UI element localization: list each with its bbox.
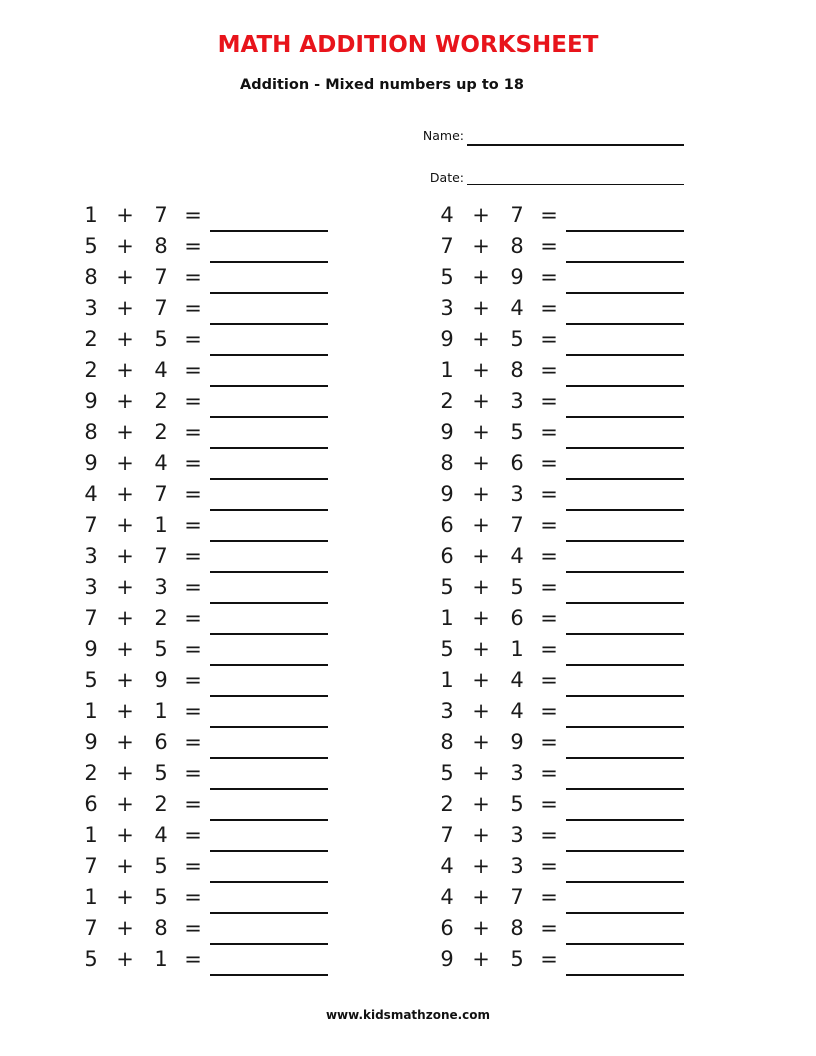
plus-sign: + [116, 389, 134, 413]
equals-sign: = [184, 885, 202, 909]
equals-sign: = [184, 420, 202, 444]
answer-blank[interactable] [566, 974, 684, 976]
equals-sign: = [540, 854, 558, 878]
equals-sign: = [540, 606, 558, 630]
equals-sign: = [540, 575, 558, 599]
first-addend: 1 [84, 203, 98, 227]
first-addend: 7 [440, 234, 454, 258]
equals-sign: = [540, 668, 558, 692]
problem-row [80, 540, 350, 571]
equals-sign: = [184, 451, 202, 475]
first-addend: 8 [84, 265, 98, 289]
first-addend: 1 [440, 358, 454, 382]
second-addend: 7 [510, 885, 524, 909]
second-addend: 7 [154, 296, 168, 320]
equals-sign: = [184, 668, 202, 692]
equals-sign: = [540, 296, 558, 320]
first-addend: 1 [440, 668, 454, 692]
equals-sign: = [540, 203, 558, 227]
plus-sign: + [116, 420, 134, 444]
problem-row [436, 354, 706, 385]
equals-sign: = [184, 916, 202, 940]
problem-row [80, 912, 350, 943]
first-addend: 2 [84, 327, 98, 351]
first-addend: 3 [84, 575, 98, 599]
equals-sign: = [184, 203, 202, 227]
first-addend: 5 [440, 761, 454, 785]
problem-row [80, 509, 350, 540]
first-addend: 2 [440, 792, 454, 816]
second-addend: 5 [510, 327, 524, 351]
plus-sign: + [116, 575, 134, 599]
first-addend: 9 [84, 389, 98, 413]
problem-row [80, 757, 350, 788]
second-addend: 3 [510, 823, 524, 847]
second-addend: 5 [154, 885, 168, 909]
plus-sign: + [116, 637, 134, 661]
name-label: Name: [422, 128, 464, 143]
problem-row [80, 819, 350, 850]
plus-sign: + [472, 885, 490, 909]
first-addend: 6 [440, 916, 454, 940]
equals-sign: = [540, 947, 558, 971]
plus-sign: + [472, 730, 490, 754]
first-addend: 1 [84, 885, 98, 909]
problem-row [436, 726, 706, 757]
problem-row [80, 943, 350, 974]
second-addend: 8 [154, 234, 168, 258]
problem-row [436, 881, 706, 912]
equals-sign: = [184, 823, 202, 847]
first-addend: 7 [84, 854, 98, 878]
problem-row [80, 664, 350, 695]
problem-row [436, 664, 706, 695]
second-addend: 9 [510, 265, 524, 289]
problem-row [80, 602, 350, 633]
second-addend: 7 [154, 203, 168, 227]
second-addend: 4 [510, 544, 524, 568]
problem-row [436, 478, 706, 509]
first-addend: 1 [440, 606, 454, 630]
plus-sign: + [116, 823, 134, 847]
second-addend: 5 [510, 947, 524, 971]
problem-row [80, 354, 350, 385]
plus-sign: + [472, 513, 490, 537]
equals-sign: = [184, 513, 202, 537]
problem-row [80, 850, 350, 881]
plus-sign: + [472, 358, 490, 382]
plus-sign: + [472, 265, 490, 289]
equals-sign: = [184, 854, 202, 878]
plus-sign: + [116, 513, 134, 537]
first-addend: 6 [440, 544, 454, 568]
plus-sign: + [116, 482, 134, 506]
equals-sign: = [540, 265, 558, 289]
date-input-line[interactable] [467, 184, 684, 185]
worksheet-title: MATH ADDITION WORKSHEET [217, 32, 599, 58]
second-addend: 2 [154, 606, 168, 630]
plus-sign: + [116, 358, 134, 382]
first-addend: 4 [84, 482, 98, 506]
problem-row [80, 881, 350, 912]
first-addend: 3 [440, 699, 454, 723]
second-addend: 6 [510, 606, 524, 630]
problem-row [436, 757, 706, 788]
first-addend: 2 [440, 389, 454, 413]
second-addend: 4 [154, 451, 168, 475]
plus-sign: + [472, 606, 490, 630]
equals-sign: = [540, 916, 558, 940]
first-addend: 5 [84, 668, 98, 692]
second-addend: 4 [510, 699, 524, 723]
first-addend: 6 [84, 792, 98, 816]
plus-sign: + [472, 637, 490, 661]
first-addend: 1 [84, 823, 98, 847]
problem-row [80, 571, 350, 602]
problem-row [436, 323, 706, 354]
equals-sign: = [184, 730, 202, 754]
plus-sign: + [472, 234, 490, 258]
plus-sign: + [472, 544, 490, 568]
plus-sign: + [472, 792, 490, 816]
plus-sign: + [472, 916, 490, 940]
second-addend: 4 [154, 358, 168, 382]
plus-sign: + [472, 203, 490, 227]
second-addend: 8 [510, 916, 524, 940]
second-addend: 1 [154, 699, 168, 723]
second-addend: 6 [154, 730, 168, 754]
plus-sign: + [116, 854, 134, 878]
plus-sign: + [116, 234, 134, 258]
plus-sign: + [472, 389, 490, 413]
plus-sign: + [472, 854, 490, 878]
equals-sign: = [184, 389, 202, 413]
first-addend: 2 [84, 761, 98, 785]
equals-sign: = [184, 296, 202, 320]
plus-sign: + [472, 823, 490, 847]
equals-sign: = [540, 451, 558, 475]
website-footer: www.kidsmathzone.com [325, 1008, 491, 1022]
equals-sign: = [540, 482, 558, 506]
first-addend: 9 [440, 420, 454, 444]
plus-sign: + [472, 575, 490, 599]
equals-sign: = [184, 234, 202, 258]
date-label: Date: [429, 170, 464, 185]
plus-sign: + [116, 668, 134, 692]
problem-row [436, 385, 706, 416]
plus-sign: + [116, 699, 134, 723]
problem-row [436, 261, 706, 292]
plus-sign: + [472, 668, 490, 692]
equals-sign: = [540, 699, 558, 723]
first-addend: 3 [84, 544, 98, 568]
equals-sign: = [184, 637, 202, 661]
equals-sign: = [184, 358, 202, 382]
second-addend: 5 [510, 575, 524, 599]
second-addend: 3 [510, 761, 524, 785]
equals-sign: = [184, 482, 202, 506]
plus-sign: + [116, 947, 134, 971]
plus-sign: + [116, 544, 134, 568]
second-addend: 8 [154, 916, 168, 940]
second-addend: 9 [510, 730, 524, 754]
problem-row [80, 633, 350, 664]
equals-sign: = [540, 358, 558, 382]
first-addend: 6 [440, 513, 454, 537]
problem-row [436, 695, 706, 726]
second-addend: 2 [154, 389, 168, 413]
date-field-row [400, 166, 690, 190]
name-input-line[interactable] [467, 144, 684, 146]
equals-sign: = [184, 265, 202, 289]
second-addend: 2 [154, 420, 168, 444]
second-addend: 7 [510, 203, 524, 227]
plus-sign: + [116, 606, 134, 630]
plus-sign: + [472, 420, 490, 444]
first-addend: 8 [84, 420, 98, 444]
equals-sign: = [540, 389, 558, 413]
first-addend: 9 [84, 637, 98, 661]
first-addend: 7 [84, 916, 98, 940]
first-addend: 5 [84, 947, 98, 971]
second-addend: 7 [154, 544, 168, 568]
problem-row [436, 943, 706, 974]
problem-row [436, 788, 706, 819]
problem-row [436, 819, 706, 850]
second-addend: 2 [154, 792, 168, 816]
problem-row [436, 602, 706, 633]
first-addend: 8 [440, 451, 454, 475]
problem-row [436, 230, 706, 261]
first-addend: 5 [440, 575, 454, 599]
equals-sign: = [540, 544, 558, 568]
first-addend: 9 [440, 327, 454, 351]
second-addend: 1 [154, 947, 168, 971]
first-addend: 8 [440, 730, 454, 754]
worksheet-subtitle: Addition - Mixed numbers up to 18 [240, 77, 524, 93]
plus-sign: + [116, 761, 134, 785]
problem-row [436, 416, 706, 447]
right-problem-column [436, 199, 706, 974]
plus-sign: + [472, 761, 490, 785]
equals-sign: = [184, 792, 202, 816]
problem-row [436, 509, 706, 540]
second-addend: 4 [510, 296, 524, 320]
second-addend: 8 [510, 358, 524, 382]
problem-row [80, 416, 350, 447]
first-addend: 5 [440, 637, 454, 661]
problem-row [80, 323, 350, 354]
problem-row [80, 261, 350, 292]
second-addend: 5 [154, 327, 168, 351]
plus-sign: + [116, 327, 134, 351]
equals-sign: = [540, 730, 558, 754]
problem-row [436, 447, 706, 478]
first-addend: 5 [440, 265, 454, 289]
second-addend: 5 [154, 761, 168, 785]
problem-row [80, 478, 350, 509]
second-addend: 9 [154, 668, 168, 692]
plus-sign: + [472, 947, 490, 971]
problem-row [80, 447, 350, 478]
plus-sign: + [472, 327, 490, 351]
problem-row [80, 292, 350, 323]
second-addend: 7 [154, 482, 168, 506]
equals-sign: = [540, 792, 558, 816]
plus-sign: + [116, 265, 134, 289]
plus-sign: + [116, 792, 134, 816]
first-addend: 7 [440, 823, 454, 847]
first-addend: 9 [440, 482, 454, 506]
problem-row [436, 912, 706, 943]
second-addend: 5 [510, 420, 524, 444]
equals-sign: = [540, 637, 558, 661]
plus-sign: + [116, 203, 134, 227]
plus-sign: + [116, 730, 134, 754]
plus-sign: + [472, 482, 490, 506]
plus-sign: + [472, 451, 490, 475]
second-addend: 3 [154, 575, 168, 599]
problem-row [436, 540, 706, 571]
problem-row [436, 292, 706, 323]
plus-sign: + [472, 296, 490, 320]
first-addend: 4 [440, 854, 454, 878]
equals-sign: = [540, 513, 558, 537]
equals-sign: = [184, 327, 202, 351]
problem-row [80, 695, 350, 726]
plus-sign: + [116, 916, 134, 940]
equals-sign: = [540, 823, 558, 847]
second-addend: 1 [510, 637, 524, 661]
problem-row [80, 199, 350, 230]
second-addend: 3 [510, 389, 524, 413]
first-addend: 9 [84, 730, 98, 754]
plus-sign: + [116, 296, 134, 320]
first-addend: 4 [440, 203, 454, 227]
problem-row [436, 633, 706, 664]
equals-sign: = [184, 606, 202, 630]
name-field-row [400, 124, 690, 148]
first-addend: 9 [440, 947, 454, 971]
equals-sign: = [540, 327, 558, 351]
equals-sign: = [184, 699, 202, 723]
equals-sign: = [184, 761, 202, 785]
first-addend: 7 [84, 513, 98, 537]
problem-row [80, 726, 350, 757]
problem-row [436, 571, 706, 602]
first-addend: 5 [84, 234, 98, 258]
second-addend: 3 [510, 482, 524, 506]
second-addend: 6 [510, 451, 524, 475]
plus-sign: + [116, 885, 134, 909]
problem-row [436, 850, 706, 881]
first-addend: 9 [84, 451, 98, 475]
second-addend: 7 [510, 513, 524, 537]
first-addend: 2 [84, 358, 98, 382]
first-addend: 3 [84, 296, 98, 320]
second-addend: 4 [154, 823, 168, 847]
answer-blank[interactable] [210, 974, 328, 976]
problem-row [436, 199, 706, 230]
second-addend: 8 [510, 234, 524, 258]
second-addend: 1 [154, 513, 168, 537]
first-addend: 7 [84, 606, 98, 630]
plus-sign: + [472, 699, 490, 723]
left-problem-column [80, 199, 350, 974]
problem-row [80, 788, 350, 819]
second-addend: 3 [510, 854, 524, 878]
problem-row [80, 230, 350, 261]
plus-sign: + [116, 451, 134, 475]
equals-sign: = [540, 761, 558, 785]
first-addend: 1 [84, 699, 98, 723]
equals-sign: = [184, 575, 202, 599]
equals-sign: = [540, 885, 558, 909]
second-addend: 5 [510, 792, 524, 816]
equals-sign: = [184, 544, 202, 568]
equals-sign: = [540, 234, 558, 258]
equals-sign: = [184, 947, 202, 971]
second-addend: 7 [154, 265, 168, 289]
first-addend: 3 [440, 296, 454, 320]
equals-sign: = [540, 420, 558, 444]
second-addend: 5 [154, 637, 168, 661]
second-addend: 4 [510, 668, 524, 692]
first-addend: 4 [440, 885, 454, 909]
second-addend: 5 [154, 854, 168, 878]
problem-row [80, 385, 350, 416]
